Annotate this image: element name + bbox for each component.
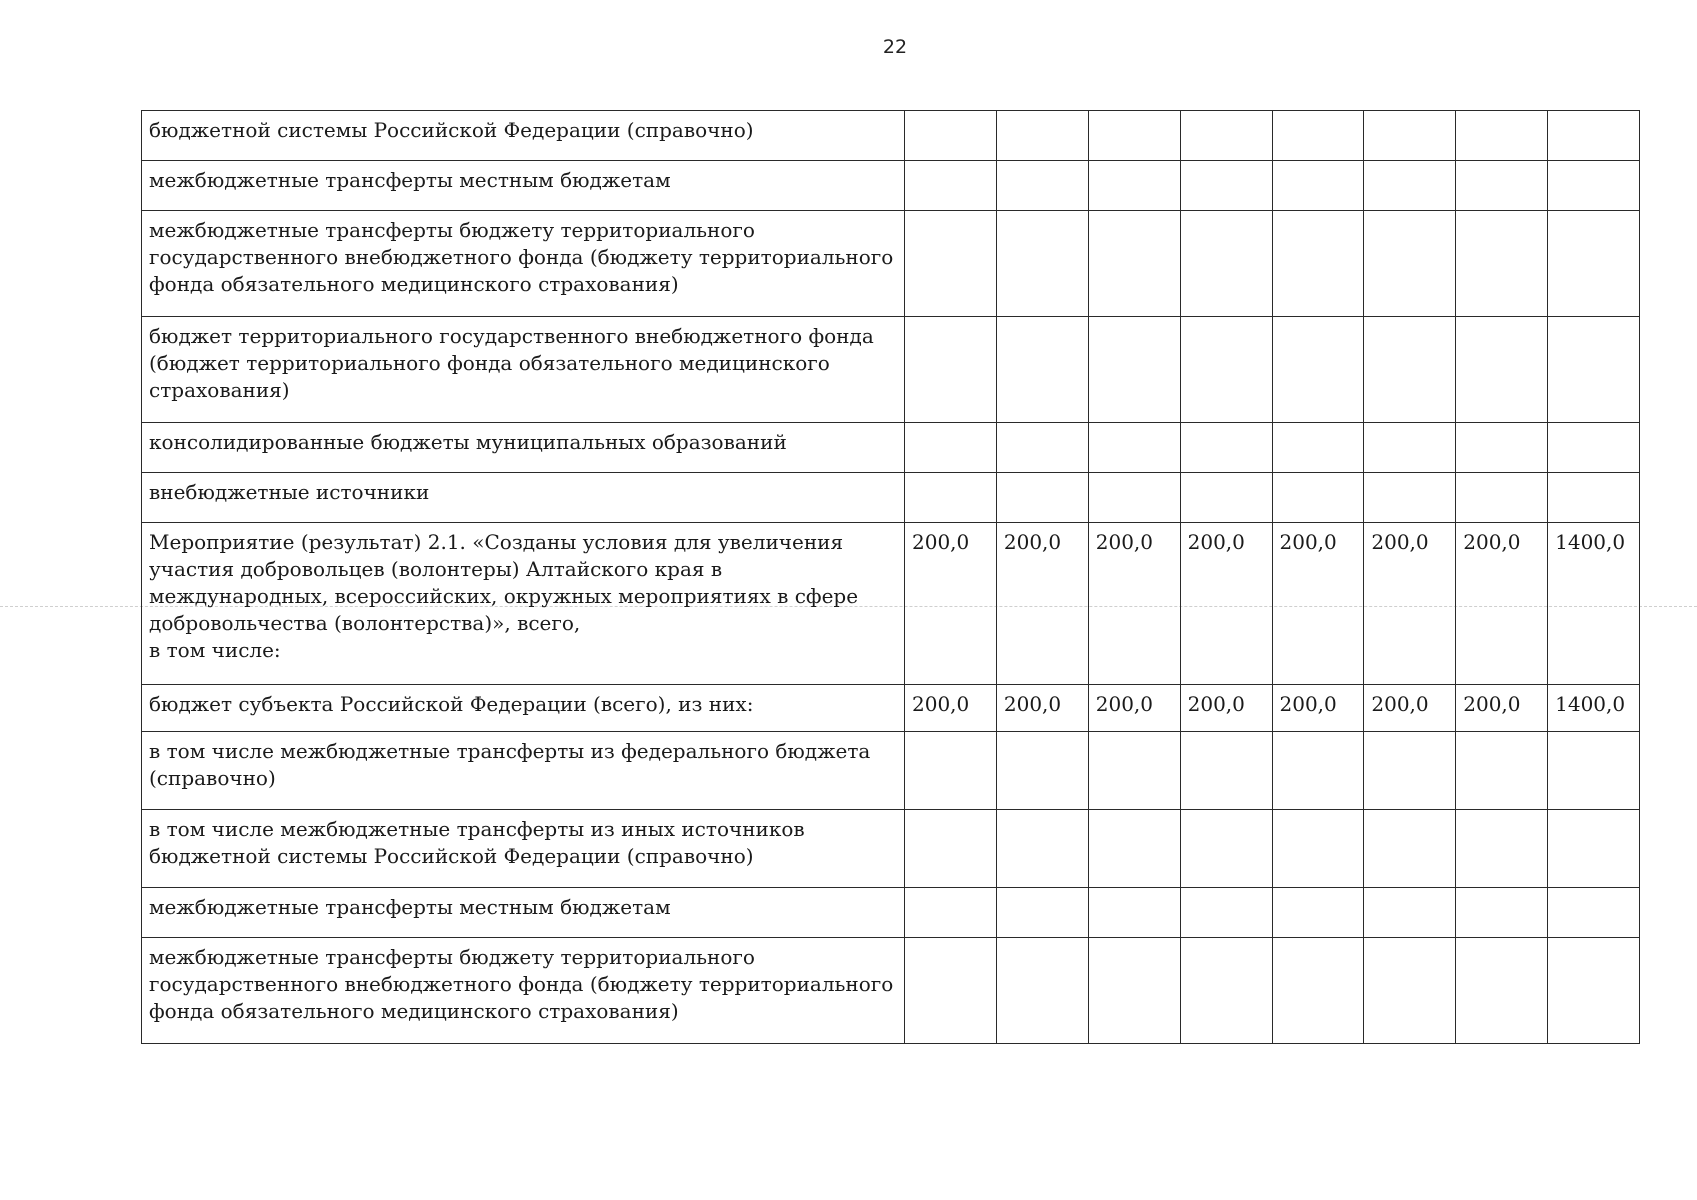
budget-table — [141, 110, 1640, 1044]
row-value-cell — [1364, 888, 1456, 938]
row-value-cell — [1456, 423, 1548, 473]
row-value-cell: 200,0 — [1180, 685, 1272, 732]
row-value-cell — [1180, 888, 1272, 938]
row-label-cell: межбюджетные трансферты бюджету территориального государственного внебюджетного фонда (бюджету территориального фонда обязательного медицинского страхования) — [142, 938, 905, 1044]
row-value-cell: 200,0 — [1272, 523, 1364, 685]
row-value-cell — [1088, 317, 1180, 423]
table-row — [142, 938, 1640, 1044]
row-value-cell — [1548, 111, 1640, 161]
row-value-cell — [1364, 211, 1456, 317]
row-value-cell — [1456, 317, 1548, 423]
row-value-cell — [996, 211, 1088, 317]
row-value-cell: 200,0 — [1180, 523, 1272, 685]
row-value-cell — [1456, 161, 1548, 211]
page-number: 22 — [882, 36, 908, 58]
row-value-cell — [905, 423, 997, 473]
row-value-cell — [1088, 211, 1180, 317]
row-value-cell — [1272, 732, 1364, 810]
row-value-cell: 200,0 — [996, 685, 1088, 732]
row-label-cell: бюджет субъекта Российской Федерации (всего), из них: — [142, 685, 905, 732]
row-value-cell — [996, 888, 1088, 938]
row-value-cell — [1180, 473, 1272, 523]
row-value-cell — [1364, 317, 1456, 423]
row-value-cell — [905, 317, 997, 423]
row-value-cell — [1272, 111, 1364, 161]
row-value-cell — [1272, 317, 1364, 423]
row-label-cell: бюджет территориального государственного внебюджетного фонда (бюджет территориального фонда обязательного медицинского страхования) — [142, 317, 905, 423]
row-value-cell — [1548, 161, 1640, 211]
table-row — [142, 111, 1640, 161]
row-value-cell — [996, 111, 1088, 161]
row-label-cell: консолидированные бюджеты муниципальных образований — [142, 423, 905, 473]
row-value-cell — [1180, 938, 1272, 1044]
row-value-cell — [1088, 473, 1180, 523]
row-value-cell — [1364, 111, 1456, 161]
table-row — [142, 211, 1640, 317]
row-label-cell: межбюджетные трансферты бюджету территориального государственного внебюджетного фонда (бюджету территориального фонда обязательного медицинского страхования) — [142, 211, 905, 317]
row-value-cell — [996, 732, 1088, 810]
row-value-cell: 200,0 — [905, 523, 997, 685]
row-value-cell: 200,0 — [1456, 685, 1548, 732]
row-value-cell — [1272, 810, 1364, 888]
table-row — [142, 810, 1640, 888]
table-row — [142, 161, 1640, 211]
row-value-cell — [1548, 888, 1640, 938]
table-row — [142, 732, 1640, 810]
row-value-cell — [1088, 161, 1180, 211]
row-value-cell — [1088, 938, 1180, 1044]
row-value-cell — [1272, 473, 1364, 523]
row-value-cell — [1088, 810, 1180, 888]
row-value-cell — [1180, 423, 1272, 473]
row-value-cell — [1272, 888, 1364, 938]
row-value-cell — [996, 423, 1088, 473]
row-value-cell — [996, 161, 1088, 211]
table-row — [142, 473, 1640, 523]
row-label-cell: Мероприятие (результат) 2.1. «Созданы условия для увеличения участия добровольцев (волонтеры) Алтайского края в международных, всероссийских, окружных мероприятиях в сфере добровольчества (волонтерства)», всего, в том числе: — [142, 523, 905, 685]
row-value-cell — [1180, 211, 1272, 317]
table-row — [142, 888, 1640, 938]
row-value-cell — [1548, 211, 1640, 317]
budget-table-body — [142, 111, 1640, 1044]
row-value-cell — [1364, 938, 1456, 1044]
row-value-cell — [1088, 423, 1180, 473]
row-value-cell — [1180, 111, 1272, 161]
row-value-cell — [1548, 732, 1640, 810]
row-value-cell — [1272, 938, 1364, 1044]
table-row — [142, 685, 1640, 732]
row-value-cell: 200,0 — [996, 523, 1088, 685]
row-value-cell — [1364, 732, 1456, 810]
row-value-cell — [1548, 317, 1640, 423]
row-value-cell — [1548, 423, 1640, 473]
row-value-cell — [1364, 810, 1456, 888]
row-value-cell: 200,0 — [1456, 523, 1548, 685]
table-row — [142, 317, 1640, 423]
row-value-cell: 1400,0 — [1548, 523, 1640, 685]
row-label-cell: межбюджетные трансферты местным бюджетам — [142, 888, 905, 938]
row-value-cell: 200,0 — [1088, 685, 1180, 732]
row-value-cell: 200,0 — [1272, 685, 1364, 732]
row-value-cell: 1400,0 — [1548, 685, 1640, 732]
row-label-cell: межбюджетные трансферты местным бюджетам — [142, 161, 905, 211]
row-value-cell — [1548, 938, 1640, 1044]
row-value-cell — [905, 938, 997, 1044]
row-value-cell — [1088, 111, 1180, 161]
row-value-cell — [1364, 423, 1456, 473]
row-value-cell — [905, 473, 997, 523]
row-value-cell — [905, 161, 997, 211]
row-value-cell — [1548, 473, 1640, 523]
row-value-cell — [1272, 161, 1364, 211]
row-value-cell — [905, 888, 997, 938]
table-row — [142, 423, 1640, 473]
row-value-cell — [1088, 732, 1180, 810]
row-value-cell — [1456, 810, 1548, 888]
row-value-cell — [1456, 473, 1548, 523]
row-value-cell — [1180, 161, 1272, 211]
row-value-cell — [1548, 810, 1640, 888]
row-label-cell: в том числе межбюджетные трансферты из иных источников бюджетной системы Российской Федерации (справочно) — [142, 810, 905, 888]
row-value-cell — [1088, 888, 1180, 938]
row-value-cell — [1180, 732, 1272, 810]
row-value-cell — [1364, 473, 1456, 523]
row-value-cell — [996, 938, 1088, 1044]
row-value-cell: 200,0 — [1364, 523, 1456, 685]
row-value-cell — [1272, 423, 1364, 473]
row-label-cell: в том числе межбюджетные трансферты из федерального бюджета (справочно) — [142, 732, 905, 810]
row-value-cell — [905, 810, 997, 888]
row-value-cell — [1456, 111, 1548, 161]
row-value-cell — [905, 111, 997, 161]
row-label-cell: бюджетной системы Российской Федерации (справочно) — [142, 111, 905, 161]
row-value-cell — [1456, 888, 1548, 938]
row-value-cell — [1180, 317, 1272, 423]
row-value-cell: 200,0 — [905, 685, 997, 732]
row-value-cell — [1364, 161, 1456, 211]
row-value-cell: 200,0 — [1364, 685, 1456, 732]
row-value-cell: 200,0 — [1088, 523, 1180, 685]
row-value-cell — [1456, 211, 1548, 317]
row-value-cell — [1456, 732, 1548, 810]
row-value-cell — [996, 810, 1088, 888]
row-value-cell — [996, 317, 1088, 423]
row-value-cell — [905, 211, 997, 317]
row-value-cell — [905, 732, 997, 810]
row-value-cell — [996, 473, 1088, 523]
table-row — [142, 523, 1640, 685]
row-value-cell — [1272, 211, 1364, 317]
row-value-cell — [1180, 810, 1272, 888]
row-label-cell: внебюджетные источники — [142, 473, 905, 523]
row-value-cell — [1456, 938, 1548, 1044]
